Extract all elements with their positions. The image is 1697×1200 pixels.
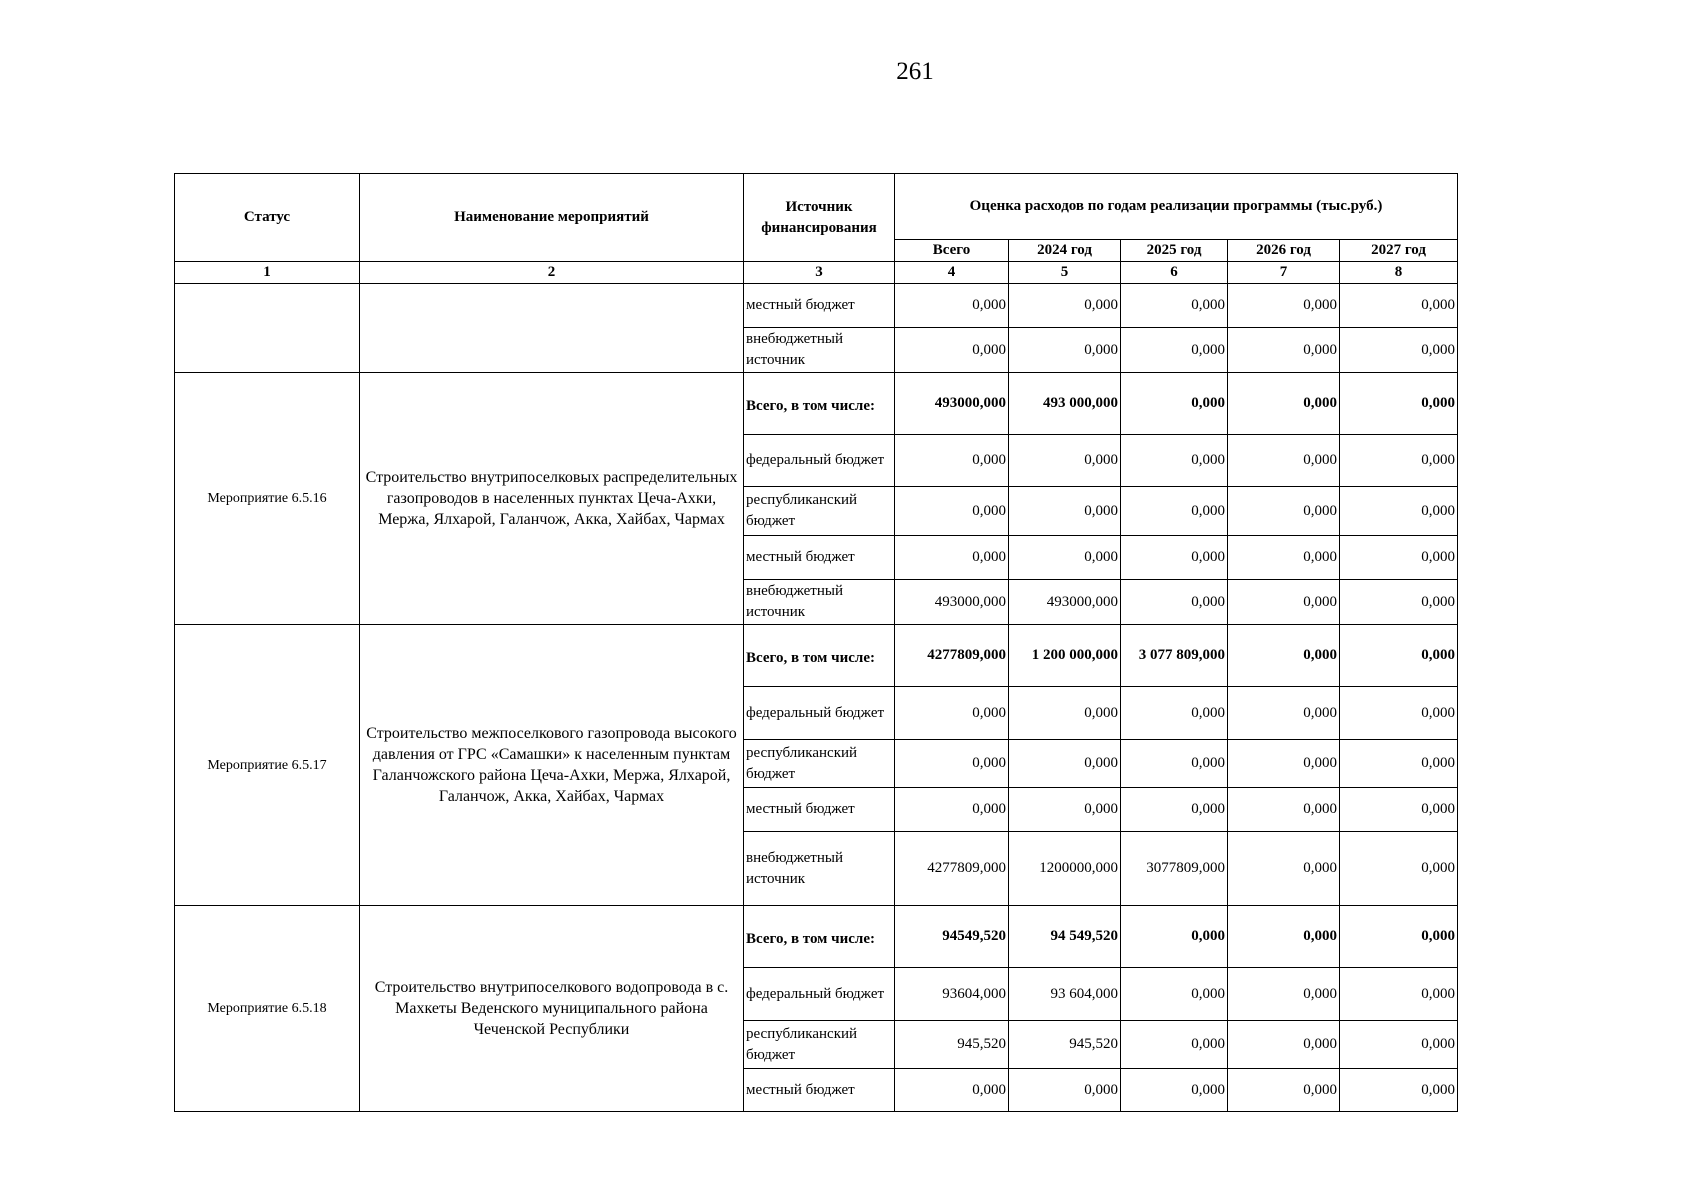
value-2025: 0,000 <box>1121 1069 1228 1112</box>
value-2026: 0,000 <box>1228 284 1340 328</box>
source-cell: федеральный бюджет <box>744 435 895 487</box>
header-2025: 2025 год <box>1121 240 1228 262</box>
value-total: 945,520 <box>895 1021 1009 1069</box>
value-2027: 0,000 <box>1340 740 1458 788</box>
value-2025: 0,000 <box>1121 906 1228 968</box>
value-2026: 0,000 <box>1228 968 1340 1021</box>
value-2024: 93 604,000 <box>1009 968 1121 1021</box>
value-2027: 0,000 <box>1340 687 1458 740</box>
header-2026: 2026 год <box>1228 240 1340 262</box>
table-row-total <box>175 625 1458 687</box>
value-2026: 0,000 <box>1228 832 1340 906</box>
value-2027: 0,000 <box>1340 968 1458 1021</box>
header-estimate: Оценка расходов по годам реализации программы (тыс.руб.) <box>895 174 1458 240</box>
value-2025: 0,000 <box>1121 740 1228 788</box>
activity-status: Мероприятие 6.5.16 <box>175 373 360 625</box>
value-2027: 0,000 <box>1340 1021 1458 1069</box>
value-2025: 0,000 <box>1121 284 1228 328</box>
value-2027: 0,000 <box>1340 625 1458 687</box>
value-2025: 3 077 809,000 <box>1121 625 1228 687</box>
value-2025: 3077809,000 <box>1121 832 1228 906</box>
source-cell: республиканский бюджет <box>744 740 895 788</box>
value-total: 94549,520 <box>895 906 1009 968</box>
value-2024: 0,000 <box>1009 435 1121 487</box>
source-cell: местный бюджет <box>744 788 895 832</box>
activity-status: Мероприятие 6.5.18 <box>175 906 360 1112</box>
column-number: 7 <box>1228 262 1340 284</box>
column-number: 3 <box>744 262 895 284</box>
table-row <box>175 284 1458 328</box>
value-2026: 0,000 <box>1228 906 1340 968</box>
value-2024: 0,000 <box>1009 788 1121 832</box>
value-2024: 1200000,000 <box>1009 832 1121 906</box>
source-cell: федеральный бюджет <box>744 687 895 740</box>
value-2026: 0,000 <box>1228 625 1340 687</box>
value-2024: 0,000 <box>1009 284 1121 328</box>
value-2024: 0,000 <box>1009 328 1121 373</box>
value-2024: 493000,000 <box>1009 580 1121 625</box>
value-2026: 0,000 <box>1228 687 1340 740</box>
value-2024: 0,000 <box>1009 740 1121 788</box>
value-2024: 94 549,520 <box>1009 906 1121 968</box>
value-2025: 0,000 <box>1121 328 1228 373</box>
column-number-row <box>175 262 1458 284</box>
value-total: 0,000 <box>895 435 1009 487</box>
value-total: 0,000 <box>895 788 1009 832</box>
source-cell: Всего, в том числе: <box>744 906 895 968</box>
header-2027: 2027 год <box>1340 240 1458 262</box>
value-2027: 0,000 <box>1340 788 1458 832</box>
value-2027: 0,000 <box>1340 580 1458 625</box>
source-cell: внебюджетный источник <box>744 580 895 625</box>
value-total: 0,000 <box>895 687 1009 740</box>
activity-name: Строительство внутрипоселковых распределительных газопроводов в населенных пунктах Цеча-Ахки, Мержа, Ялхарой, Галанчож, Акка, Хайбах, Чармах <box>360 373 744 625</box>
table-row-total <box>175 373 1458 435</box>
budget-table <box>174 173 1458 1112</box>
value-2025: 0,000 <box>1121 435 1228 487</box>
source-cell: республиканский бюджет <box>744 1021 895 1069</box>
value-2024: 1 200 000,000 <box>1009 625 1121 687</box>
source-cell: местный бюджет <box>744 1069 895 1112</box>
activity-status: Мероприятие 6.5.17 <box>175 625 360 906</box>
value-2026: 0,000 <box>1228 788 1340 832</box>
value-2026: 0,000 <box>1228 373 1340 435</box>
value-total: 0,000 <box>895 1069 1009 1112</box>
column-number: 5 <box>1009 262 1121 284</box>
value-2024: 945,520 <box>1009 1021 1121 1069</box>
source-cell: внебюджетный источник <box>744 328 895 373</box>
value-total: 0,000 <box>895 536 1009 580</box>
source-cell: республиканский бюджет <box>744 487 895 536</box>
value-2026: 0,000 <box>1228 1069 1340 1112</box>
value-2024: 493 000,000 <box>1009 373 1121 435</box>
value-2026: 0,000 <box>1228 740 1340 788</box>
source-cell: внебюджетный источник <box>744 832 895 906</box>
value-total: 493000,000 <box>895 373 1009 435</box>
header-row-1 <box>175 174 1458 240</box>
value-total: 4277809,000 <box>895 625 1009 687</box>
column-number: 2 <box>360 262 744 284</box>
name-cell-empty <box>360 284 744 373</box>
table-row-total <box>175 906 1458 968</box>
value-2027: 0,000 <box>1340 435 1458 487</box>
value-2025: 0,000 <box>1121 788 1228 832</box>
value-2025: 0,000 <box>1121 487 1228 536</box>
value-total: 0,000 <box>895 487 1009 536</box>
value-total: 93604,000 <box>895 968 1009 1021</box>
status-cell-empty <box>175 284 360 373</box>
value-2026: 0,000 <box>1228 1021 1340 1069</box>
value-2025: 0,000 <box>1121 536 1228 580</box>
activity-name: Строительство межпоселкового газопровода высокого давления от ГРС «Самашки» к населенным пунктам Галанчожского района Цеча-Ахки, Мержа, Ялхарой, Галанчож, Акка, Хайбах, Чармах <box>360 625 744 906</box>
value-2025: 0,000 <box>1121 968 1228 1021</box>
value-total: 0,000 <box>895 284 1009 328</box>
value-2025: 0,000 <box>1121 687 1228 740</box>
value-2025: 0,000 <box>1121 1021 1228 1069</box>
value-total: 0,000 <box>895 740 1009 788</box>
value-2027: 0,000 <box>1340 373 1458 435</box>
value-2026: 0,000 <box>1228 487 1340 536</box>
column-number: 4 <box>895 262 1009 284</box>
value-2026: 0,000 <box>1228 536 1340 580</box>
value-2027: 0,000 <box>1340 284 1458 328</box>
page-number: 261 <box>896 58 934 85</box>
value-2024: 0,000 <box>1009 536 1121 580</box>
header-status: Статус <box>175 174 360 262</box>
value-2024: 0,000 <box>1009 687 1121 740</box>
value-2027: 0,000 <box>1340 906 1458 968</box>
source-cell: Всего, в том числе: <box>744 625 895 687</box>
column-number: 1 <box>175 262 360 284</box>
value-total: 0,000 <box>895 328 1009 373</box>
source-cell: федеральный бюджет <box>744 968 895 1021</box>
column-number: 6 <box>1121 262 1228 284</box>
activity-name: Строительство внутрипоселкового водопровода в с. Махкеты Веденского муниципального района Чеченской Республики <box>360 906 744 1112</box>
value-2027: 0,000 <box>1340 328 1458 373</box>
header-name: Наименование мероприятий <box>360 174 744 262</box>
header-2024: 2024 год <box>1009 240 1121 262</box>
header-source: Источник финансирования <box>744 174 895 262</box>
value-2024: 0,000 <box>1009 1069 1121 1112</box>
column-number: 8 <box>1340 262 1458 284</box>
source-cell: местный бюджет <box>744 536 895 580</box>
value-2027: 0,000 <box>1340 1069 1458 1112</box>
value-2027: 0,000 <box>1340 487 1458 536</box>
value-total: 4277809,000 <box>895 832 1009 906</box>
header-total: Всего <box>895 240 1009 262</box>
value-2027: 0,000 <box>1340 832 1458 906</box>
value-2025: 0,000 <box>1121 580 1228 625</box>
value-2027: 0,000 <box>1340 536 1458 580</box>
value-2026: 0,000 <box>1228 580 1340 625</box>
value-total: 493000,000 <box>895 580 1009 625</box>
value-2024: 0,000 <box>1009 487 1121 536</box>
value-2025: 0,000 <box>1121 373 1228 435</box>
value-2026: 0,000 <box>1228 328 1340 373</box>
value-2026: 0,000 <box>1228 435 1340 487</box>
source-cell: местный бюджет <box>744 284 895 328</box>
source-cell: Всего, в том числе: <box>744 373 895 435</box>
